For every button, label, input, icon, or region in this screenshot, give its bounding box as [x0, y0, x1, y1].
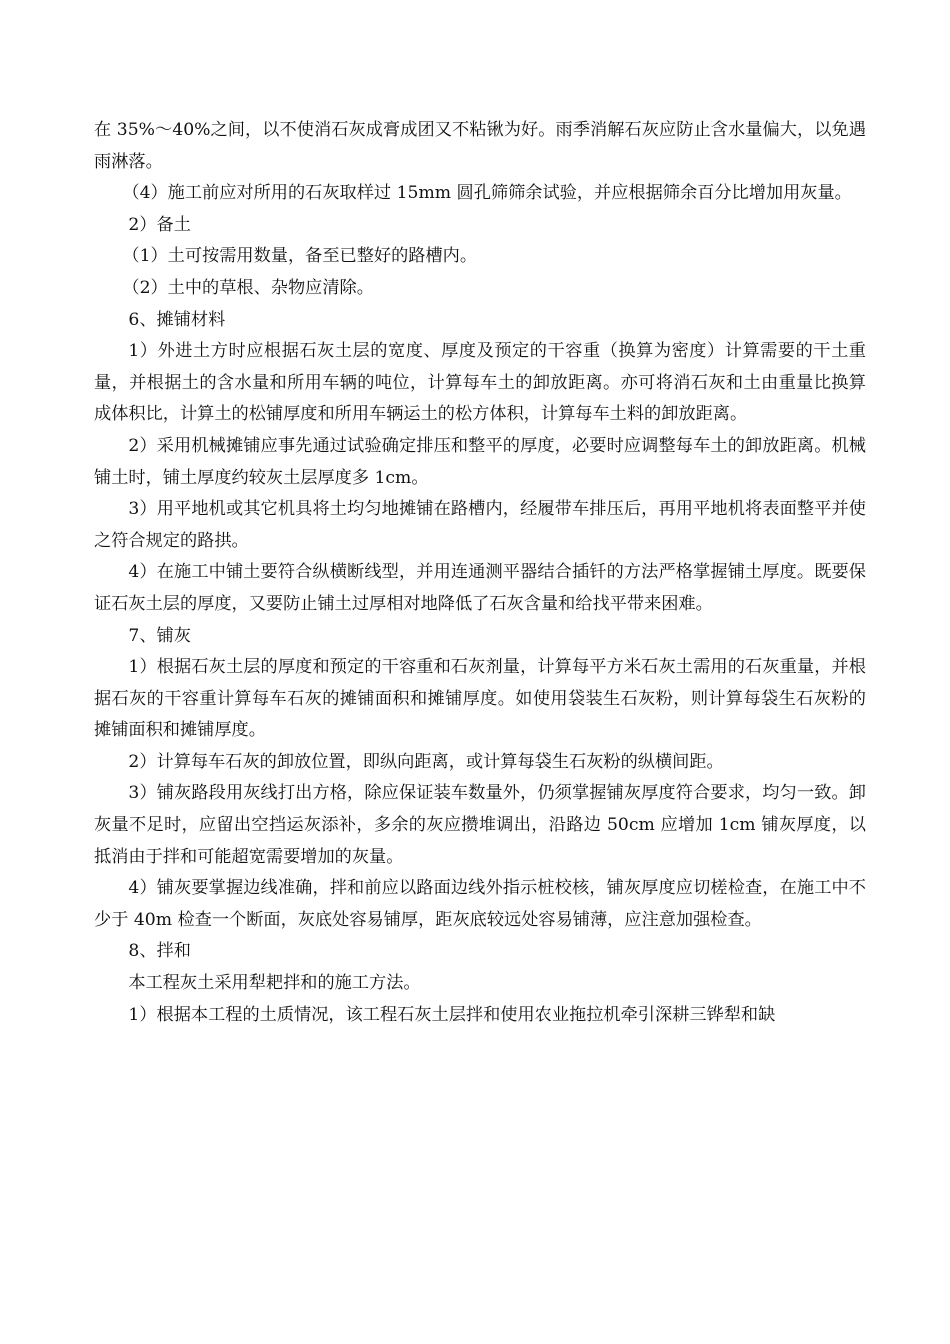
heading-mixing: 8、拌和: [128, 941, 191, 962]
paragraph-mixing-1: 1）根据本工程的土质情况，该工程石灰土层拌和使用农业拖拉机牵引深耕三铧犁和缺: [128, 1004, 776, 1025]
paragraph-lime-moisture: 在 35%～40%之间，以不使消石灰成膏成团又不粘锹为好。雨季消解石灰应防止含水量偏大，以免遇雨淋落。: [94, 120, 866, 172]
heading-spreading-materials: 6、摊铺材料: [128, 309, 226, 330]
document-body: [94, 115, 866, 1031]
paragraph-spreading-3: 3）用平地机或其它机具将土均匀地摊铺在路槽内，经履带车排压后，再用平地机将表面整平并使之符合规定的路拱。: [94, 499, 866, 551]
paragraph-soil-cleaning: （2）土中的草根、杂物应清除。: [122, 277, 374, 298]
paragraph-spreading-2: 2）采用机械摊铺应事先通过试验确定排压和整平的厚度，必要时应调整每车土的卸放距离。机械铺土时，铺土厚度约较灰土层厚度多 1cm。: [94, 435, 866, 488]
paragraph-lime-laying-3: 3）铺灰路段用灰线打出方格，除应保证装车数量外，仍须掌握铺灰厚度符合要求，均匀一致。卸灰量不足时，应留出空挡运灰添补，多余的灰应攒堆调出，沿路边 50cm 应增加 1cm 铺灰厚度，以抵消由于拌和可能超宽需要增加的灰量。: [94, 783, 866, 867]
heading-prepare-soil: 2）备土: [128, 214, 191, 235]
paragraph-lime-laying-1: 1）根据石灰土层的厚度和预定的干容重和石灰剂量，计算每平方米石灰土需用的石灰重量，并根据石灰的干容重计算每车石灰的摊铺面积和摊铺厚度。如使用袋装生石灰粉，则计算每袋生石灰粉的摊铺面积和摊铺厚度。: [94, 657, 866, 741]
paragraph-spreading-4: 4）在施工中铺土要符合纵横断线型，并用连通测平器结合插钎的方法严格掌握铺土厚度。既要保证石灰土层的厚度，又要防止铺土过厚相对地降低了石灰含量和给找平带来困难。: [94, 562, 866, 614]
paragraph-lime-laying-2: 2）计算每车石灰的卸放位置，即纵向距离，或计算每袋生石灰粉的纵横间距。: [128, 751, 724, 772]
paragraph-lime-laying-4: 4）铺灰要掌握边线准确，拌和前应以路面边线外指示桩校核，铺灰厚度应切槎检查，在施工中不少于 40m 检查一个断面，灰底处容易铺厚，距灰底较远处容易铺薄，应注意加强检查。: [94, 878, 866, 930]
heading-lime-laying: 7、铺灰: [128, 625, 191, 646]
paragraph-lime-sieve-test: （4）施工前应对所用的石灰取样过 15mm 圆孔筛筛余试验，并应根据筛余百分比增加用灰量。: [122, 183, 852, 204]
paragraph-spreading-1: 1）外进土方时应根据石灰土层的宽度、厚度及预定的干容重（换算为密度）计算需要的干土重量，并根据土的含水量和所用车辆的吨位，计算每车土的卸放距离。亦可将消石灰和土由重量比换算成体积比，计算土的松铺厚度和所用车辆运土的松方体积，计算每车土料的卸放距离。: [94, 341, 866, 425]
paragraph-mixing-method: 本工程灰土采用犁耙拌和的施工方法。: [128, 973, 421, 994]
paragraph-soil-quantity: （1）土可按需用数量，备至已整好的路槽内。: [122, 246, 478, 267]
